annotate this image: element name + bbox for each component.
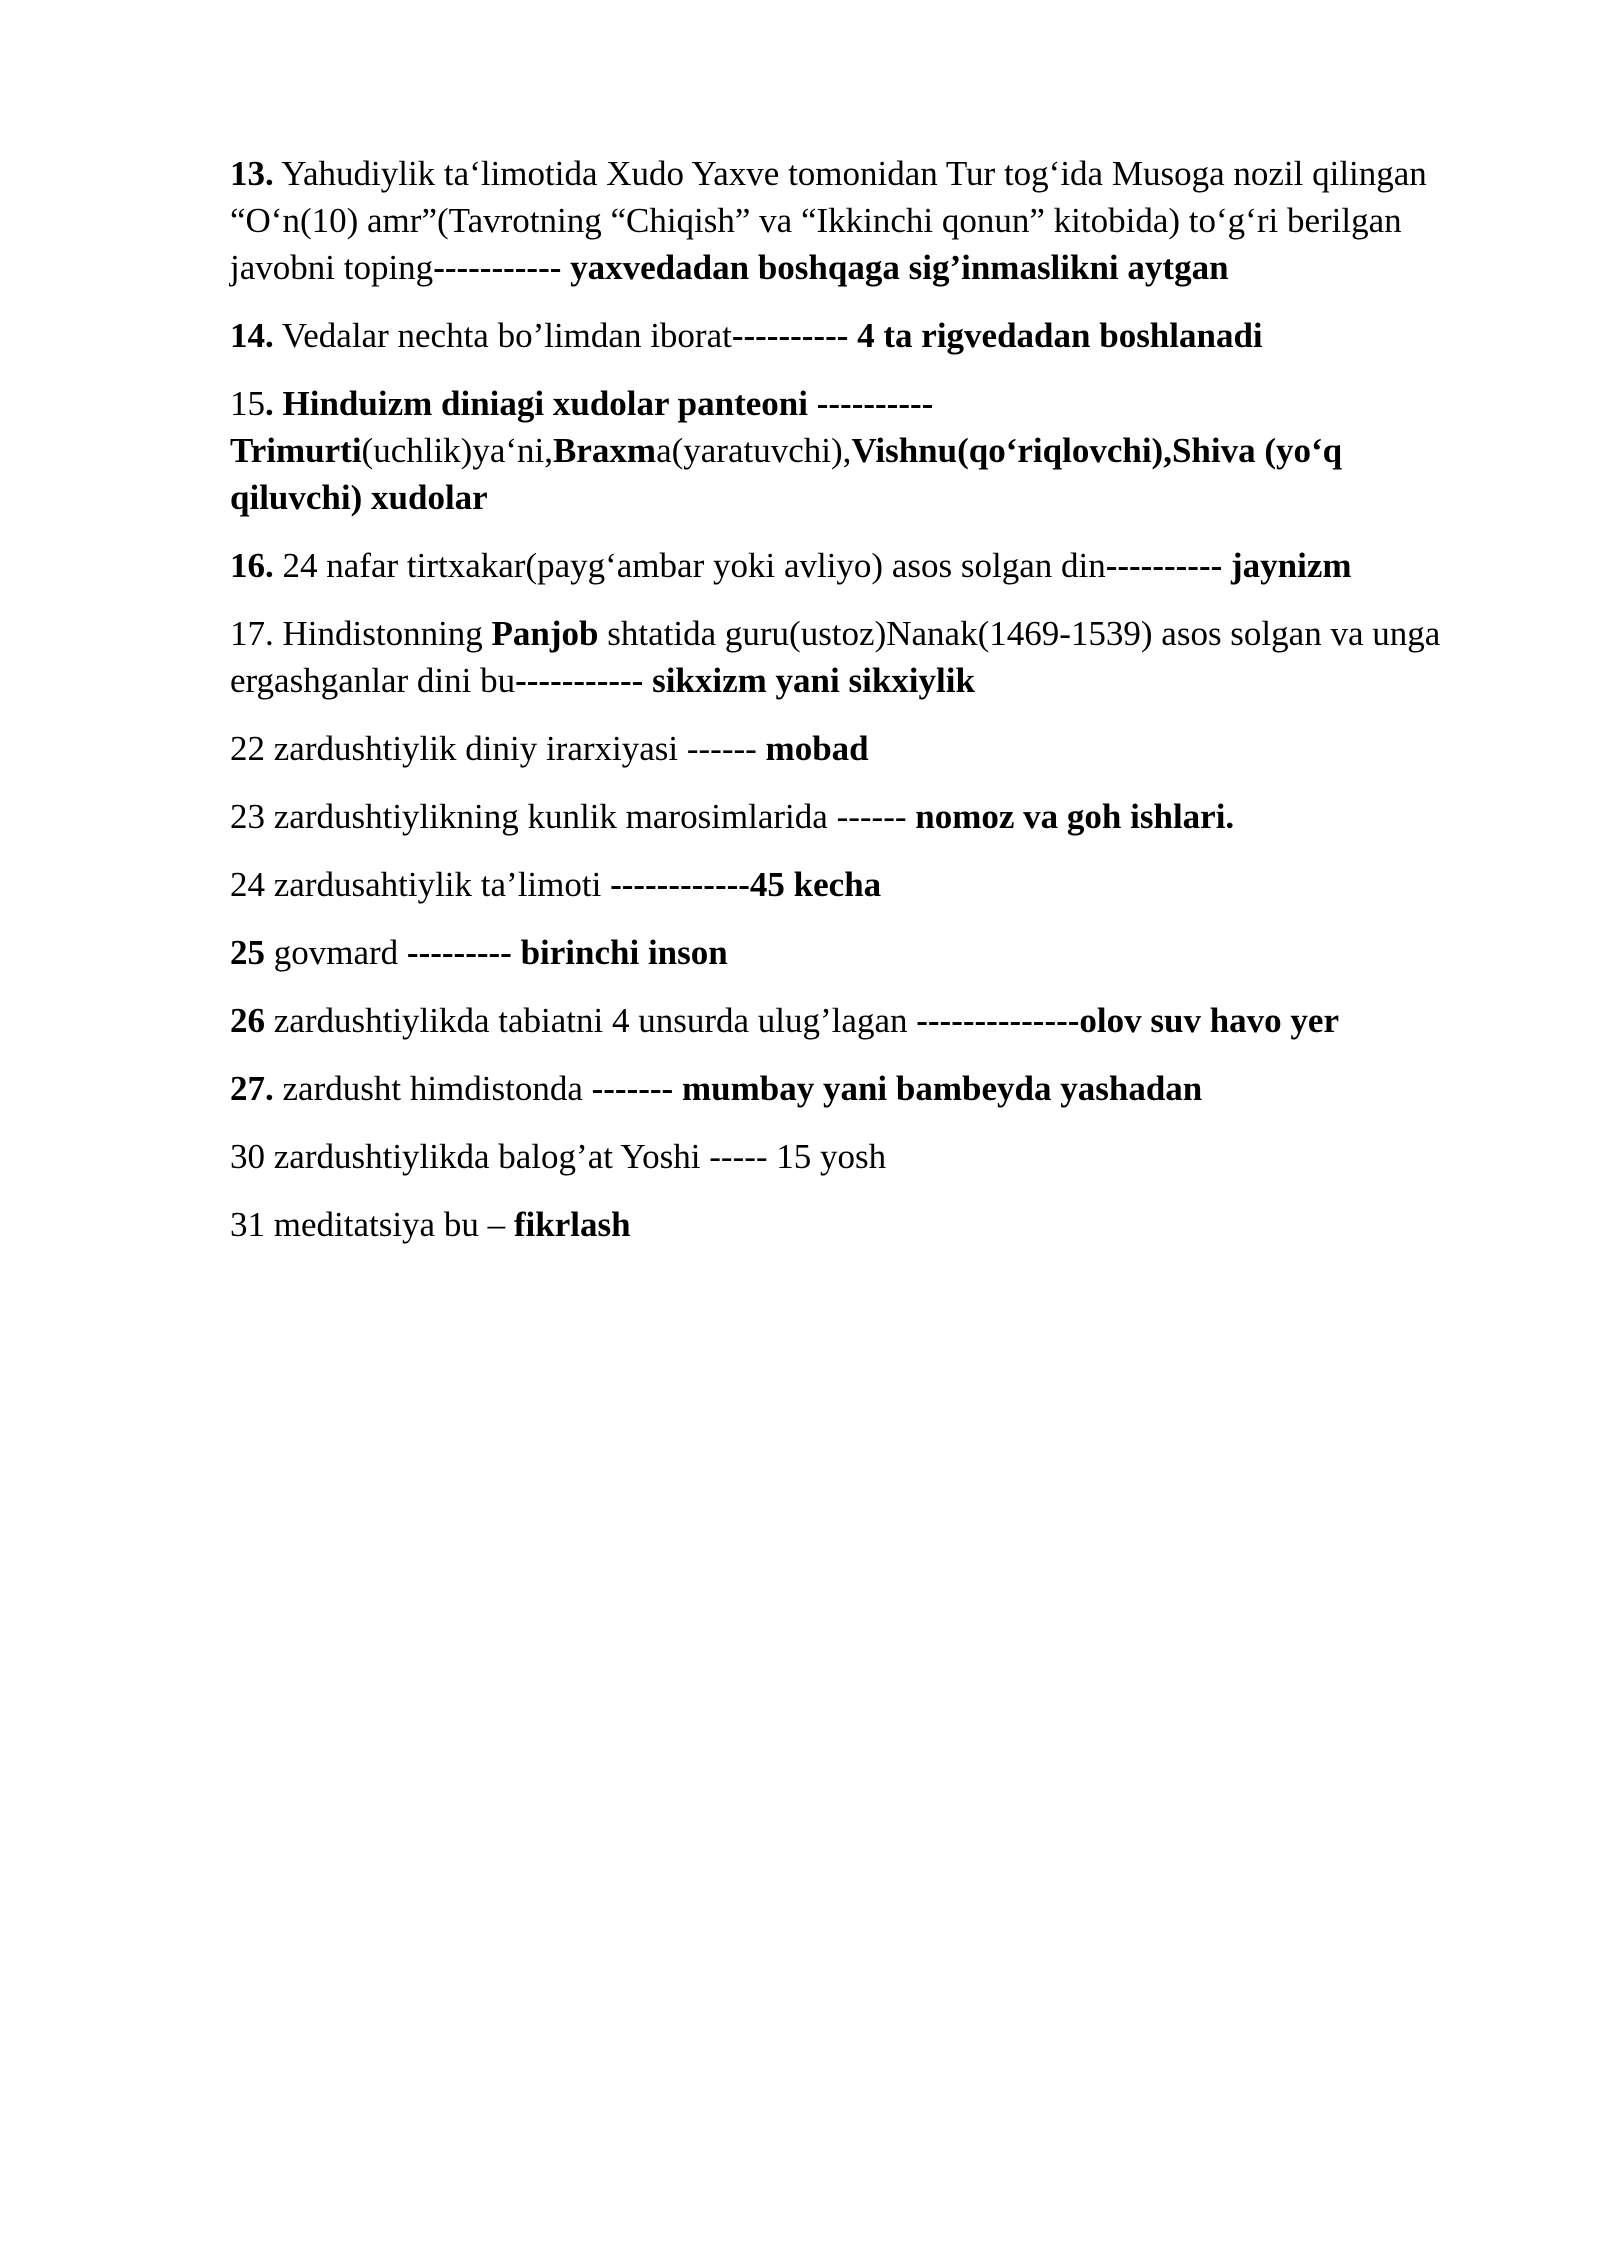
- text-run: 17. Hindistonning: [230, 614, 492, 653]
- paragraph: [230, 1133, 1480, 1180]
- bold-text-run: . Hinduizm diniagi xudolar panteoni ---------- Trimurti: [230, 384, 934, 470]
- bold-text-run: 25: [230, 933, 265, 972]
- paragraph: [230, 542, 1480, 589]
- text-run: Yahudiylik ta‘limotida Xudo Yaxve tomonidan Tur tog‘ida Musoga nozil qilingan “O‘n(10) amr”(Tavrotning “Chiqish” va “Ikkinchi qonun” kitobida) to‘g‘ri berilgan javobni toping: [230, 154, 1427, 287]
- paragraph: [230, 1201, 1480, 1248]
- text-run: 31 meditatsiya bu –: [230, 1205, 514, 1244]
- bold-text-run: 16.: [230, 546, 274, 585]
- paragraph: [230, 150, 1480, 291]
- text-run: 24 zardusahtiylik ta’limoti: [230, 865, 611, 904]
- paragraph: [230, 997, 1480, 1044]
- bold-text-run: ---------- 4 ta rigvedadan boshlanadi: [731, 316, 1263, 355]
- paragraph: [230, 1065, 1480, 1112]
- bold-text-run: ------- mumbay yani bambeyda yashadan: [591, 1069, 1203, 1108]
- text-run: 23 zardushtiylikning kunlik marosimlarida ------: [230, 797, 916, 836]
- paragraph: [230, 793, 1480, 840]
- paragraph: [230, 929, 1480, 976]
- text-run: 22 zardushtiylik diniy irarxiyasi ------: [230, 729, 766, 768]
- bold-text-run: 26: [230, 1001, 265, 1040]
- bold-text-run: 14.: [230, 316, 274, 355]
- bold-text-run: ----------- sikxizm yani sikxiylik: [515, 661, 975, 700]
- text-run: 30 zardushtiylikda balog’at Yoshi ----- 15 yosh: [230, 1137, 887, 1176]
- text-run: Vedalar nechta bo’limdan iborat: [273, 316, 732, 355]
- bold-text-run: Panjob: [491, 614, 599, 653]
- paragraph: [230, 610, 1480, 704]
- bold-text-run: fikrlash: [513, 1205, 631, 1244]
- bold-text-run: ------------45 kecha: [610, 865, 882, 904]
- bold-text-run: --------- birinchi inson: [406, 933, 728, 972]
- bold-text-run: 27.: [230, 1069, 274, 1108]
- text-run: zardushtiylikda tabiatni 4 unsurda ulug’lagan: [265, 1001, 917, 1040]
- bold-text-run: ---------- jaynizm: [1105, 546, 1352, 585]
- bold-text-run: Braxm: [553, 431, 657, 470]
- text-run: (uchlik)ya‘ni,: [361, 431, 554, 470]
- text-run: shtatida guru(ustoz)Nanak(1469-1539) asos solgan va unga ergashganlar dini bu: [230, 614, 1441, 700]
- paragraph: [230, 312, 1480, 359]
- text-run: govmard: [265, 933, 407, 972]
- bold-text-run: --------------olov suv havo yer: [916, 1001, 1340, 1040]
- document-body: [230, 150, 1480, 1269]
- paragraph: [230, 861, 1480, 908]
- bold-text-run: Vishnu(qo‘riqlovchi),Shiva (yo‘q qiluvchi) xudolar: [230, 431, 1343, 517]
- paragraph: [230, 725, 1480, 772]
- bold-text-run: mobad: [765, 729, 869, 768]
- text-run: zardusht himdistonda: [273, 1069, 592, 1108]
- text-run: 15: [230, 384, 265, 423]
- text-run: a(yaratuvchi),: [656, 431, 852, 470]
- text-run: 24 nafar tirtxakar(payg‘ambar yoki avliyo) asos solgan din: [273, 546, 1106, 585]
- paragraph: [230, 380, 1480, 521]
- bold-text-run: ----------- yaxvedadan boshqaga sig’inmaslikni aytgan: [433, 248, 1229, 287]
- bold-text-run: 13.: [230, 154, 274, 193]
- bold-text-run: nomoz va goh ishlari.: [915, 797, 1235, 836]
